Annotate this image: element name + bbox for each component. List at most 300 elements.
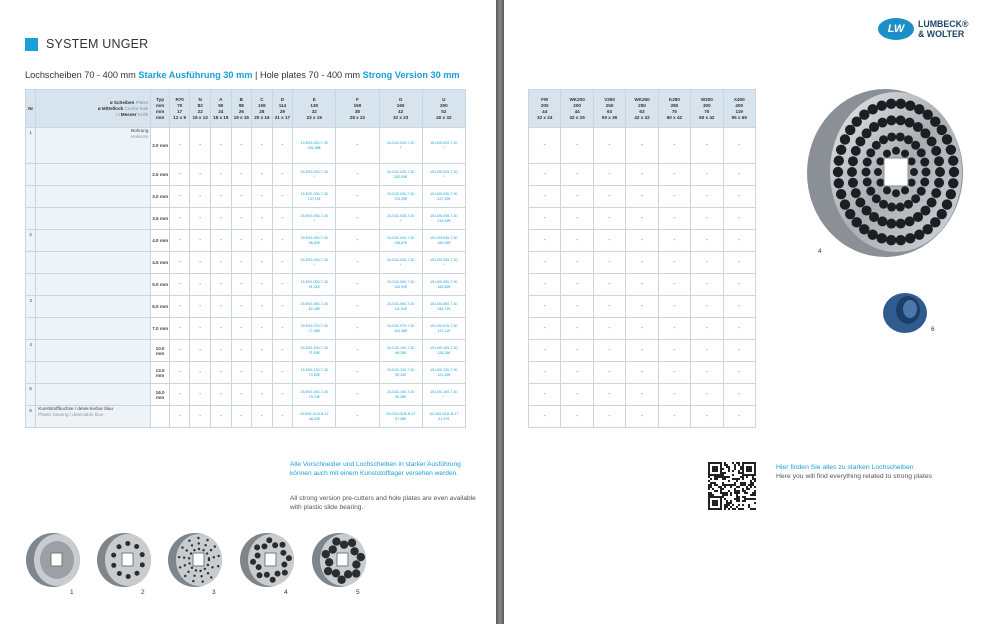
- empty-cell: -: [561, 252, 593, 274]
- article-number: 15-E00-160-7-30: [300, 389, 328, 394]
- empty-cell: -: [691, 318, 723, 340]
- article-number: 15-U00-060-7-30: [430, 301, 458, 306]
- article-number: 15-U00-070-7-30: [430, 323, 458, 328]
- plate-hole: [946, 145, 956, 155]
- empty-cell: -: [252, 274, 273, 296]
- empty-cell: -: [231, 252, 252, 274]
- empty-cell: -: [190, 406, 211, 428]
- logo-line1: LUMBECK®: [918, 19, 969, 29]
- empty-cell: -: [169, 230, 190, 252]
- column-header-c: 63: [639, 108, 645, 114]
- plate-hole: [908, 179, 916, 187]
- empty-cell: -: [691, 340, 723, 362]
- empty-cell: -: [252, 340, 273, 362]
- empty-cell: -: [210, 384, 231, 406]
- column-header-c: 52: [441, 108, 447, 114]
- plate-hole: [855, 198, 865, 208]
- table-row: [529, 128, 756, 164]
- empty-cell: -: [561, 318, 593, 340]
- empty-cell: -: [626, 252, 658, 274]
- header-label-cell: [36, 90, 151, 128]
- plate-image-label: 1: [70, 589, 74, 596]
- empty-cell: -: [272, 274, 293, 296]
- empty-cell: -: [529, 296, 561, 318]
- empty-cell: -: [593, 406, 625, 428]
- empty-cell: -: [169, 318, 190, 340]
- empty-cell: -: [529, 252, 561, 274]
- column-header-c: 24: [218, 108, 224, 114]
- article-cell-g: [379, 340, 422, 362]
- empty-cell: -: [210, 340, 231, 362]
- table-row: [26, 340, 466, 362]
- row-label: [36, 362, 151, 384]
- empty-cell: -: [336, 186, 379, 208]
- table-row: [529, 318, 756, 340]
- plate-hole: [887, 132, 896, 141]
- empty-cell: -: [658, 340, 690, 362]
- plate-hole: [862, 206, 872, 216]
- plate-hole: [840, 199, 850, 209]
- column-header-d: 200: [440, 102, 448, 108]
- article-price: 70,74€: [308, 394, 320, 399]
- empty-cell: -: [723, 186, 755, 208]
- column-header-name: V250: [604, 96, 615, 102]
- plate-hole: [911, 194, 920, 203]
- article-price: 219,39€: [437, 218, 451, 223]
- empty-cell: -: [336, 252, 379, 274]
- empty-cell: -: [210, 208, 231, 230]
- empty-cell: -: [529, 318, 561, 340]
- plate-image-label: 3: [212, 589, 216, 596]
- article-number: 16-U00-GLB-B-17: [429, 411, 459, 416]
- empty-cell: -: [252, 230, 273, 252]
- column-header-name: R70: [175, 96, 184, 102]
- plate-hole: [901, 186, 909, 194]
- row-mm: 13.0 mm: [151, 362, 170, 384]
- article-cell-e: [293, 252, 336, 274]
- empty-cell: -: [336, 230, 379, 252]
- plate-hole: [948, 156, 958, 166]
- logo-line2: & WOLTER: [918, 29, 965, 39]
- table-row: [26, 362, 466, 384]
- table-row: [26, 384, 466, 406]
- plate-hole: [877, 100, 887, 110]
- empty-cell: -: [626, 318, 658, 340]
- empty-cell: -: [336, 164, 379, 186]
- column-header-k: 32 x 24: [537, 114, 553, 120]
- row-nr: 1: [26, 128, 36, 164]
- article-cell-g: [379, 208, 422, 230]
- empty-cell: -: [252, 186, 273, 208]
- empty-cell: -: [231, 164, 252, 186]
- plate-hole: [930, 116, 940, 126]
- plate-hole: [877, 118, 887, 128]
- bush-label: 6: [931, 326, 935, 333]
- column-header-c: 63: [606, 108, 613, 114]
- header-label-line: [36, 112, 148, 118]
- empty-cell: -: [626, 208, 658, 230]
- table-row: [529, 230, 756, 252]
- plate-hole: [836, 189, 846, 199]
- header-typ-line: mm: [156, 114, 165, 120]
- row-label: [36, 274, 151, 296]
- empty-cell: -: [252, 164, 273, 186]
- plate-hole: [896, 203, 905, 212]
- article-number: 16-E00-GLB-B-17: [299, 411, 329, 416]
- column-header-name: X400: [733, 96, 745, 102]
- empty-cell: -: [561, 384, 593, 406]
- plate-hole: [872, 141, 881, 150]
- article-price: 135,87€: [394, 240, 408, 245]
- article-price: 95,34€: [395, 372, 407, 377]
- article-number: 15-U00-050-7-30: [430, 279, 458, 284]
- article-cell-e: [293, 406, 336, 428]
- empty-cell: -: [658, 274, 690, 296]
- empty-cell: -: [190, 252, 211, 274]
- row-nr: [26, 362, 36, 384]
- header-label-de: □ Messer: [116, 111, 137, 117]
- column-header-x400: [723, 90, 755, 128]
- empty-cell: -: [723, 384, 755, 406]
- row-mm: 3.0 mm: [151, 186, 170, 208]
- empty-cell: -: [561, 362, 593, 384]
- column-header-k: 16 x 12: [192, 114, 208, 120]
- plate-hole: [845, 125, 855, 135]
- article-cell-u: [422, 362, 465, 384]
- column-header-name: A: [219, 96, 223, 102]
- plate-hole: [887, 203, 896, 212]
- plate-image-2: [97, 532, 155, 588]
- empty-cell: -: [272, 362, 293, 384]
- column-header-k: 21 x 17: [274, 114, 291, 120]
- plate-hole: [851, 146, 861, 156]
- column-header-name: F: [356, 96, 359, 102]
- article-price: 121,45€: [437, 372, 451, 377]
- row-label: [36, 296, 151, 318]
- row-mm: 2.5 mm: [151, 164, 170, 186]
- plate-hole: [855, 136, 865, 146]
- empty-cell: -: [336, 208, 379, 230]
- empty-cell: -: [691, 164, 723, 186]
- column-header-k: 40 x 32: [436, 114, 452, 120]
- column-header-d: 300: [702, 102, 711, 108]
- empty-cell: -: [561, 186, 593, 208]
- plate-hole: [863, 158, 872, 167]
- plate-hole: [848, 178, 858, 188]
- subtitle-en-strong: Strong Version 30 mm: [362, 70, 460, 80]
- note-de: Alle Vorschneider und Lochscheiben in starker Ausführung können auch mit einem Kunststofflager versehen werden.: [290, 461, 461, 477]
- empty-cell: -: [561, 340, 593, 362]
- empty-cell: -: [723, 406, 755, 428]
- article-cell-u: [422, 230, 465, 252]
- plate-hole: [922, 168, 931, 177]
- empty-cell: -: [723, 362, 755, 384]
- column-header-c: 26: [238, 108, 244, 114]
- empty-cell: -: [593, 208, 625, 230]
- plate-hole: [901, 150, 909, 158]
- empty-cell: -: [190, 128, 211, 164]
- plate-image-1: [26, 532, 84, 588]
- article-cell-e: [293, 128, 336, 164]
- row-nr: [26, 186, 36, 208]
- table-row: [529, 362, 756, 384]
- article-number: 15-G42-050-7-30: [386, 279, 415, 284]
- article-cell-u: [422, 296, 465, 318]
- column-header-d: [272, 90, 293, 128]
- empty-cell: -: [252, 252, 273, 274]
- hole-plate-table-right: [528, 89, 756, 428]
- empty-cell: -: [252, 362, 273, 384]
- column-header-c: 119: [735, 108, 743, 114]
- article-price: 137,11€: [307, 196, 321, 201]
- column-header-c: 29: [279, 108, 285, 114]
- column-header-k: 28 x 22: [349, 114, 366, 120]
- article-cell-e: [293, 164, 336, 186]
- plate-hole: [934, 156, 944, 166]
- article-number: 15-G42-020-7-30: [386, 140, 415, 145]
- empty-cell: -: [691, 128, 723, 164]
- article-number: 15-E00-040-7-30: [300, 235, 328, 240]
- article-number: 15-E00-035-7-30: [300, 213, 328, 218]
- empty-cell: -: [252, 406, 273, 428]
- column-header-name: G: [398, 96, 403, 102]
- empty-cell: -: [190, 164, 211, 186]
- article-number: 15-U00-160-7-30: [430, 389, 458, 394]
- subtitle-sep: |: [254, 70, 258, 80]
- article-cell-e: [293, 274, 336, 296]
- table-row: [26, 252, 466, 274]
- qr-code[interactable]: [708, 462, 756, 510]
- plate-hole: [840, 134, 850, 144]
- row-mm: 6.0 mm: [151, 296, 170, 318]
- plate-hole: [896, 132, 905, 141]
- article-number: 15-G42-040-7-30: [386, 235, 415, 240]
- article-cell-g: [379, 252, 422, 274]
- plate-hole: [927, 136, 937, 146]
- column-header-c: 32: [311, 108, 317, 114]
- article-price: *: [313, 262, 315, 267]
- article-price: 111,91€: [394, 306, 407, 311]
- article-number: 15-U00-025-7-30: [430, 169, 458, 174]
- column-header-name: FW: [541, 96, 549, 102]
- plastic-bush-image: [880, 290, 930, 336]
- empty-cell: -: [723, 318, 755, 340]
- bohrung-label: Bohrung: [131, 128, 149, 133]
- article-number: 15-U00-100-7-30: [430, 345, 458, 350]
- article-cell-e: [293, 384, 336, 406]
- plate-hole: [948, 178, 958, 188]
- column-header-k: 12 x 9: [173, 114, 187, 120]
- empty-cell: -: [231, 230, 252, 252]
- table-row: [529, 186, 756, 208]
- article-price: 237,25€: [437, 196, 451, 201]
- plate-hole: [908, 157, 916, 165]
- plate-hole: [931, 146, 941, 156]
- article-price: 99,25€: [395, 394, 407, 399]
- plate-hole: [917, 187, 926, 196]
- header-label-en: Centre hole: [124, 105, 149, 111]
- empty-cell: -: [210, 128, 231, 164]
- empty-cell: -: [190, 274, 211, 296]
- column-header-k: 95 x 65: [731, 114, 747, 120]
- empty-cell: -: [529, 406, 561, 428]
- column-header-g: [379, 90, 422, 128]
- plate-hole: [934, 178, 944, 188]
- empty-cell: -: [210, 296, 231, 318]
- article-number: 15-G42-100-7-30: [386, 345, 415, 350]
- plate-hole: [911, 141, 920, 150]
- plate-hole: [876, 157, 884, 165]
- column-header-n: [190, 90, 211, 128]
- empty-cell: -: [593, 340, 625, 362]
- empty-cell: -: [529, 128, 561, 164]
- article-number: 15-G42-025-7-30: [386, 169, 415, 174]
- row-label: [36, 164, 151, 186]
- article-cell-g: [379, 406, 422, 428]
- column-header-wk200: [561, 90, 593, 128]
- plate-hole: [892, 189, 900, 197]
- empty-cell: -: [723, 230, 755, 252]
- article-number: 15-G42-060-7-30: [386, 301, 415, 306]
- empty-cell: -: [658, 230, 690, 252]
- plate-hole: [931, 188, 941, 198]
- row-label: [36, 128, 151, 164]
- empty-cell: -: [169, 384, 190, 406]
- column-header-name: K280: [668, 96, 680, 102]
- column-header-d: 70: [177, 102, 183, 108]
- empty-cell: -: [658, 186, 690, 208]
- table-row: [529, 384, 756, 406]
- row-nr: 4: [26, 340, 36, 362]
- article-number: 15-E00-050-7-30: [300, 279, 328, 284]
- plate-hole: [883, 186, 891, 194]
- bush-label-de: Kunststoffbuchse / detek-tierbar blau: [38, 406, 114, 411]
- empty-cell: -: [561, 208, 593, 230]
- empty-cell: -: [723, 296, 755, 318]
- article-price: 156,71€: [437, 306, 451, 311]
- article-price: 104,48€: [394, 328, 408, 333]
- empty-cell: -: [626, 164, 658, 186]
- header-typ-line: mm: [156, 102, 165, 108]
- column-header-k: 23 x 19: [306, 114, 322, 120]
- column-header-b: [231, 90, 252, 128]
- empty-cell: -: [231, 384, 252, 406]
- row-mm: 16.0 mm: [151, 384, 170, 406]
- empty-cell: -: [169, 406, 190, 428]
- empty-cell: -: [272, 186, 293, 208]
- empty-cell: -: [626, 128, 658, 164]
- article-price: *: [399, 218, 402, 223]
- empty-cell: -: [336, 384, 379, 406]
- row-label: [36, 208, 151, 230]
- article-price: 176,29€: [394, 196, 408, 201]
- article-number: 15-E00-030-7-30: [300, 191, 328, 196]
- article-number: 15-U00-020-7-30: [430, 140, 458, 145]
- plate-hole: [836, 145, 846, 155]
- empty-cell: -: [231, 340, 252, 362]
- header-label-en: Knife: [137, 111, 149, 117]
- plate-hole: [904, 135, 913, 144]
- empty-cell: -: [169, 274, 190, 296]
- empty-cell: -: [691, 252, 723, 274]
- column-header-name: N: [198, 96, 202, 102]
- row-mm: 4.5 mm: [151, 252, 170, 274]
- empty-cell: -: [658, 384, 690, 406]
- empty-cell: -: [190, 318, 211, 340]
- empty-cell: -: [190, 340, 211, 362]
- table-row: [529, 340, 756, 362]
- empty-cell: -: [658, 406, 690, 428]
- article-number: 15-E00-070-7-30: [300, 323, 328, 328]
- row-mm: 7.0 mm: [151, 318, 170, 340]
- subtitle-de: Lochscheiben 70 - 400 mm: [25, 70, 136, 80]
- empty-cell: -: [231, 186, 252, 208]
- row-label: [36, 384, 151, 406]
- empty-cell: -: [336, 318, 379, 340]
- header-typ-line: mm: [156, 108, 165, 114]
- empty-cell: -: [529, 208, 561, 230]
- plate-hole: [927, 198, 937, 208]
- empty-cell: -: [336, 274, 379, 296]
- empty-cell: -: [336, 406, 379, 428]
- empty-cell: -: [169, 128, 190, 164]
- qr-text-de: Hier finden Sie alles zu starken Lochscheiben: [776, 464, 914, 471]
- plate-hole: [917, 148, 926, 157]
- qr-caption: [776, 463, 932, 481]
- plate-hole: [879, 135, 888, 144]
- column-header-k: 32 x 23: [392, 114, 409, 120]
- article-number: 15-G42-030-7-30: [386, 191, 415, 196]
- empty-cell: -: [723, 208, 755, 230]
- empty-cell: -: [336, 362, 379, 384]
- empty-cell: -: [231, 128, 252, 164]
- empty-cell: -: [272, 230, 293, 252]
- empty-cell: -: [626, 362, 658, 384]
- plate-hole: [851, 188, 861, 198]
- column-header-d: 98: [238, 102, 244, 108]
- empty-cell: -: [272, 296, 293, 318]
- article-price: *: [313, 218, 315, 223]
- plate-image-4: [240, 532, 298, 588]
- column-header-name: U: [442, 96, 446, 102]
- article-cell-u: [422, 186, 465, 208]
- header-label-de: ø Scheiben: [109, 99, 135, 105]
- table-row: [26, 274, 466, 296]
- column-header-name: B: [239, 96, 243, 102]
- empty-cell: -: [231, 362, 252, 384]
- empty-cell: -: [723, 274, 755, 296]
- empty-cell: -: [272, 318, 293, 340]
- article-price: 116,91€: [394, 284, 407, 289]
- column-header-k: 18 x 15: [213, 114, 229, 120]
- empty-cell: -: [210, 362, 231, 384]
- row-nr: [26, 252, 36, 274]
- column-header-d: 90: [218, 102, 224, 108]
- empty-cell: -: [658, 362, 690, 384]
- plate-hole: [904, 200, 913, 209]
- empty-cell: -: [561, 164, 593, 186]
- empty-cell: -: [529, 164, 561, 186]
- empty-cell: -: [169, 340, 190, 362]
- empty-cell: -: [691, 208, 723, 230]
- empty-cell: -: [691, 274, 723, 296]
- qr-text-en: Here you will find everything related to strong plates: [776, 473, 933, 480]
- article-price: 137,11€: [437, 328, 451, 333]
- empty-cell: -: [723, 128, 755, 164]
- column-header-k: 60 x 42: [666, 114, 683, 120]
- empty-cell: -: [626, 230, 658, 252]
- section-marker: [25, 38, 38, 51]
